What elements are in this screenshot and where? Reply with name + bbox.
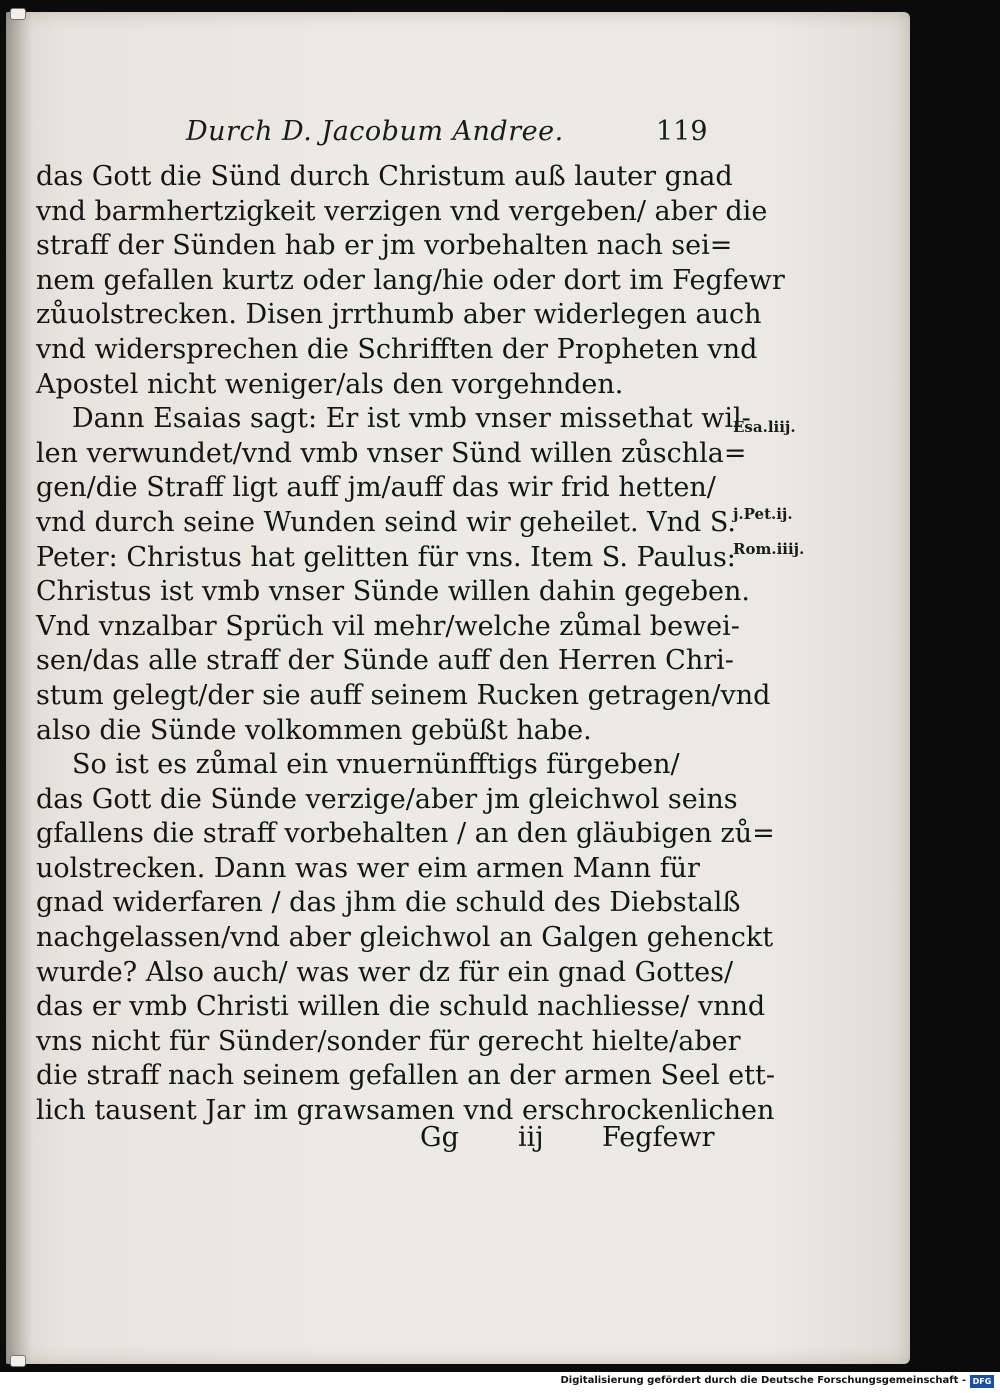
running-head: Durch D. Jacobum Andree. <box>186 116 564 147</box>
text-line: vns nicht für Sünder/sonder für gerecht hielte/aber <box>36 1025 741 1057</box>
text-line: So ist es zůmal ein vnuernünfftigs fürgeben/ <box>72 749 680 781</box>
text-line: vnd widersprechen die Schrifften der Propheten vnd <box>36 333 758 365</box>
text-line: uolstrecken. Dann was wer eim armen Mann für <box>36 852 700 884</box>
margin-note: Rom.iiij. <box>733 540 805 558</box>
margin-note: j.Pet.ij. <box>733 505 793 523</box>
text-line: sen/das alle straff der Sünde auff den Herren Chri- <box>36 645 734 677</box>
text-line: lich tausent Jar im grawsamen vnd erschrockenlichen <box>36 1095 775 1127</box>
text-line: das er vmb Christi willen die schuld nachliesse/ vnnd <box>36 991 766 1023</box>
text-line: gfallens die straff vorbehalten / an den gläubigen zů= <box>36 818 775 850</box>
page-number: 119 <box>656 116 708 147</box>
signature-leaf: iij <box>518 1122 544 1153</box>
text-line: straff der Sünden hab er jm vorbehalten nach sei= <box>36 230 733 262</box>
text-line: Apostel nicht weniger/als den vorgehnden. <box>36 368 624 400</box>
text-line: die straff nach seinem gefallen an der armen Seel ett- <box>36 1060 775 1092</box>
margin-note: Esa.liij. <box>733 418 796 436</box>
text-line: das Gott die Sünde verzige/aber jm gleichwol seins <box>36 783 738 815</box>
text-line: vnd durch seine Wunden seind wir geheilet. Vnd S. <box>36 506 736 538</box>
text-line: Peter: Christus hat gelitten für vns. Item S. Paulus: <box>36 541 736 573</box>
text-line: zůuolstrecken. Disen jrrthumb aber widerlegen auch <box>36 299 762 331</box>
page-gutter <box>6 12 32 1364</box>
text-line: vnd barmhertzigkeit verzigen vnd vergeben/ aber die <box>36 195 768 227</box>
text-line: Dann Esaias sagt: Er ist vmb vnser missethat wil- <box>72 403 751 435</box>
text-line: wurde? Also auch/ was wer dz für ein gnad Gottes/ <box>36 956 734 988</box>
binding-thread <box>10 1355 26 1367</box>
dfg-logo: DFG <box>970 1375 994 1388</box>
text-line: nem gefallen kurtz oder lang/hie oder dort im Fegfewr <box>36 264 785 296</box>
credit-bar <box>0 1372 1000 1393</box>
text-line: stum gelegt/der sie auff seinem Rucken getragen/vnd <box>36 679 771 711</box>
catchword: Fegfewr <box>602 1122 715 1153</box>
text-line: nachgelassen/vnd aber gleichwol an Galgen gehenckt <box>36 922 774 954</box>
text-line: das Gott die Sünd durch Christum auß lauter gnad <box>36 161 733 192</box>
signature-mark: Gg <box>420 1122 459 1153</box>
text-line: gnad widerfaren / das jhm die schuld des Diebstalß <box>36 887 741 919</box>
funding-credit: Digitalisierung gefördert durch die Deutsche Forschungsgemeinschaft - <box>560 1375 966 1386</box>
page-foot <box>36 1120 726 1156</box>
text-line: gen/die Straff ligt auff jm/auff das wir frid hetten/ <box>36 472 716 504</box>
text-line: Vnd vnzalbar Sprüch vil mehr/welche zůmal bewei- <box>36 610 740 642</box>
text-line: also die Sünde volkommen gebüßt habe. <box>36 714 592 746</box>
binding-thread <box>10 8 26 20</box>
text-line: Christus ist vmb vnser Sünde willen dahin gegeben. <box>36 576 750 608</box>
text-line: len verwundet/vnd vmb vnser Sünd willen zůschla= <box>36 437 747 469</box>
